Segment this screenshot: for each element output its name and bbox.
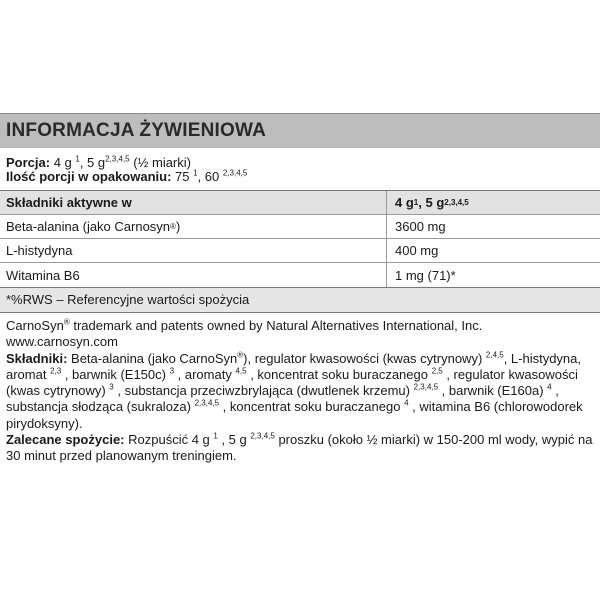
portion-value-a: 4 g [50, 155, 76, 170]
registered-mark: ® [63, 317, 70, 327]
trademark-line [6, 318, 594, 334]
ing-text: , barwnik (E150c) [61, 366, 170, 382]
ing-text: , aromaty [174, 366, 236, 382]
ingredients-label: Składniki: [6, 350, 68, 366]
ing-text: , substancja słodząca (sukraloza) [6, 383, 559, 415]
row-value: 1 mg (71)* [395, 267, 456, 283]
ing-sup: 2,3,4,5 [194, 399, 220, 409]
header-value: 4 g 1 , 5 g 2,3,4,5 [395, 195, 469, 210]
ing-text: , substancja przeciwzbrylająca (dwutlenek krzemu) [113, 383, 414, 399]
active-ingredients-table [0, 191, 600, 288]
row-value: 3600 mg [395, 219, 446, 234]
row-name: Witamina B6 [0, 263, 387, 287]
row-name-close: ) [175, 219, 181, 234]
trademark-brand: CarnoSyn [6, 318, 64, 333]
usage-text: proszku (około ½ miarki) w 150-200 ml wody, wypić na 30 minut przed planowanym treningiem. [6, 432, 593, 464]
count-value-a: 75 [171, 169, 194, 184]
usage-paragraph [6, 432, 594, 465]
portion-label: Porcja: [6, 155, 51, 170]
usage-sup: 2,3,4,5 [250, 431, 275, 441]
ing-text: , witamina B6 (chlorowodorek pirydoksyny). [6, 399, 583, 431]
ing-text: , barwnik (E160a) [438, 383, 548, 399]
ing-sup: 2,3 [50, 366, 62, 376]
usage-label: Zalecane spożycie: [6, 432, 125, 448]
ing-text: Beta-alanina (jako CarnoSyn [67, 350, 238, 366]
ing-sup: 4,5 [235, 366, 247, 376]
ing-text: ), regulator kwasowości (kwas cytrynowy) [243, 350, 486, 366]
trademark-text: trademark and patents owned by Natural Alternatives International, Inc. [69, 318, 483, 333]
portion-tail: (½ miarki) [129, 155, 191, 170]
portion-line [6, 156, 594, 170]
portion-sup-a: 1 [75, 154, 80, 164]
trademark-url: www.carnosyn.com [6, 334, 118, 350]
table-row [0, 239, 600, 263]
header-val-b: , 5 g [418, 195, 445, 210]
product-info [0, 313, 600, 470]
ing-sup: 4 [547, 382, 552, 392]
ing-sup: 3 [169, 366, 175, 376]
ing-sup: 4 [404, 399, 409, 409]
registered-mark: ® [237, 350, 244, 360]
portion-value-b: , 5 g [79, 155, 106, 170]
rws-footnote: *%RWS – Referencyjne wartości spożycia [0, 288, 600, 313]
table-row [0, 263, 600, 287]
ing-text: , koncentrat soku buraczanego [219, 399, 405, 415]
ing-sup: 2,3,4,5 [413, 382, 439, 392]
count-sup-b: 2,3,4,5 [222, 168, 248, 178]
row-name: L-histydyna [0, 239, 387, 262]
row-name: Beta-alanina (jako Carnosyn ® ) [0, 215, 387, 238]
serving-info [0, 148, 600, 191]
ing-sup: 2,5 [431, 366, 443, 376]
ingredients-paragraph [6, 351, 594, 432]
usage-sup: 1 [213, 431, 218, 441]
usage-text: Rozpuścić 4 g [124, 432, 214, 448]
ing-text: , regulator kwasowości (kwas cytrynowy) [6, 366, 578, 399]
ing-text: , koncentrat soku buraczanego [246, 366, 432, 382]
count-line [6, 170, 594, 184]
portion-sup-b: 2,3,4,5 [105, 154, 130, 164]
page-title: INFORMACJA ŻYWIENIOWA [6, 120, 266, 141]
count-label: Ilość porcji w opakowaniu: [6, 169, 172, 184]
title-bar [0, 113, 600, 148]
row-value: 400 mg [395, 243, 439, 258]
header-val-a: 4 g [395, 195, 414, 210]
row-name-text: Beta-alanina (jako Carnosyn [6, 219, 171, 234]
ing-text: , L-histydyna, aromat [6, 350, 582, 382]
ing-sup: 3 [109, 382, 114, 392]
count-value-b: , 60 [197, 169, 223, 184]
count-sup-a: 1 [193, 168, 198, 178]
nutrition-panel [0, 113, 600, 470]
usage-text: , 5 g [217, 432, 251, 448]
table-row [0, 215, 600, 239]
ing-sup: 2,4,5 [485, 350, 504, 360]
table-header-row [0, 191, 600, 215]
header-name: Składniki aktywne w [0, 191, 387, 214]
